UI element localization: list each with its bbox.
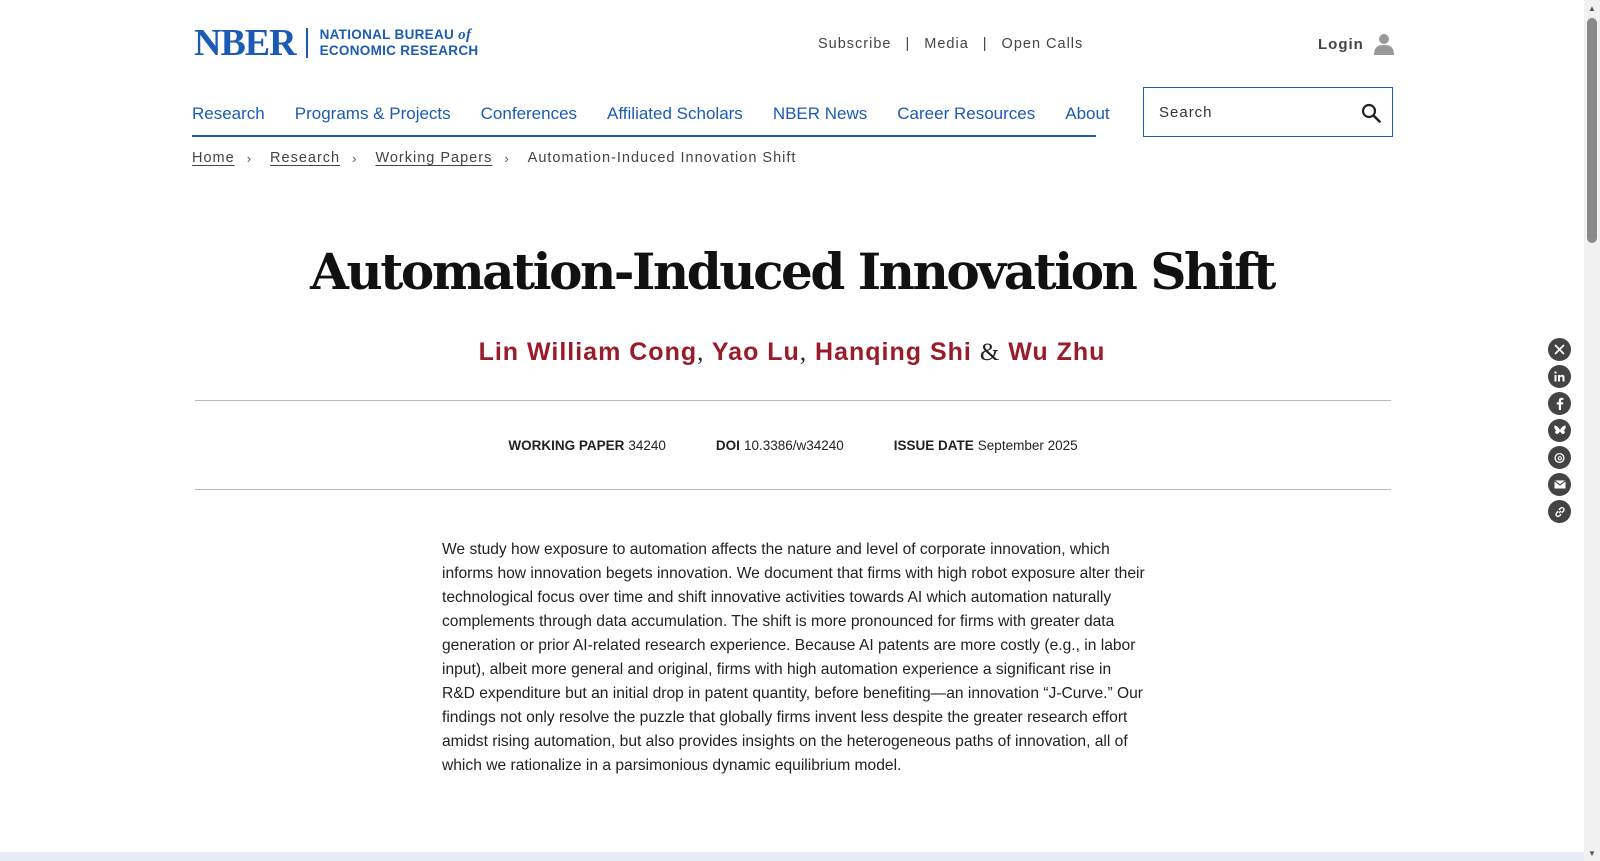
scroll-up-icon[interactable]: ▲	[1588, 3, 1596, 13]
footer-band	[0, 852, 1584, 861]
search-icon[interactable]	[1358, 100, 1384, 126]
social-share-rail	[1548, 338, 1571, 523]
nav-nber-news[interactable]: NBER News	[772, 104, 868, 123]
threads-icon[interactable]	[1548, 446, 1571, 469]
nav-about[interactable]: About	[1065, 104, 1110, 123]
issue-date-value: September 2025	[977, 437, 1078, 453]
breadcrumb-chevron-icon: ›	[504, 150, 510, 166]
logo-text	[320, 27, 479, 59]
scrollbar[interactable]	[1584, 0, 1600, 861]
login-label: Login	[1318, 35, 1364, 53]
scrollbar-thumb[interactable]	[1587, 18, 1597, 243]
doi-value: 10.3386/w34240	[743, 437, 844, 453]
link-icon[interactable]	[1548, 500, 1571, 523]
logo-mark: NBER	[194, 22, 296, 64]
author-link[interactable]: Wu Zhu	[1008, 338, 1106, 366]
author-separator: ,	[697, 339, 705, 366]
logo-of: of	[458, 27, 472, 43]
author-separator-and: &	[979, 339, 1001, 366]
nav-conferences[interactable]: Conferences	[480, 104, 578, 123]
nav-programs-projects[interactable]: Programs & Projects	[294, 104, 451, 123]
paper-meta	[195, 400, 1391, 490]
author-link[interactable]: Yao Lu	[711, 338, 800, 366]
x-icon[interactable]	[1548, 338, 1571, 361]
breadcrumb	[192, 150, 796, 166]
nav-career-resources[interactable]: Career Resources	[897, 104, 1036, 123]
working-paper-label: WORKING PAPER	[508, 437, 625, 453]
author-list	[0, 338, 1584, 367]
bluesky-icon[interactable]	[1548, 419, 1571, 442]
media-link[interactable]: Media	[924, 36, 969, 52]
working-paper-value: 34240	[628, 437, 666, 453]
email-icon[interactable]	[1548, 473, 1571, 496]
issue-date-label: ISSUE DATE	[893, 437, 974, 453]
doi-label: DOI	[715, 437, 740, 453]
utility-nav	[818, 36, 1083, 52]
logo-line1-text: NATIONAL BUREAU	[319, 27, 459, 42]
utility-separator: |	[982, 36, 988, 52]
breadcrumb-research[interactable]: Research	[270, 150, 341, 166]
nber-logo[interactable]	[194, 24, 478, 62]
breadcrumb-home[interactable]: Home	[192, 150, 235, 166]
user-icon	[1374, 33, 1394, 55]
search-box	[1143, 87, 1393, 137]
logo-divider	[306, 28, 308, 58]
logo-line1	[320, 27, 472, 42]
search-input[interactable]	[1144, 92, 1344, 132]
open-calls-link[interactable]: Open Calls	[1001, 36, 1084, 52]
login-button[interactable]	[1318, 33, 1394, 55]
nav-affiliated-scholars[interactable]: Affiliated Scholars	[607, 104, 743, 123]
main-nav	[192, 92, 1110, 137]
page-title: Automation-Induced Innovation Shift	[310, 242, 1274, 301]
linkedin-icon[interactable]	[1548, 365, 1571, 388]
logo-line2: ECONOMIC RESEARCH	[319, 43, 479, 58]
breadcrumb-working-papers[interactable]: Working Papers	[375, 150, 493, 166]
breadcrumb-chevron-icon: ›	[352, 150, 358, 166]
subscribe-link[interactable]: Subscribe	[818, 36, 892, 52]
utility-separator: |	[905, 36, 911, 52]
breadcrumb-current: Automation-Induced Innovation Shift	[527, 150, 797, 166]
author-link[interactable]: Lin William Cong	[478, 338, 698, 366]
working-paper-number	[508, 438, 666, 453]
doi	[716, 438, 844, 453]
author-separator: ,	[799, 339, 808, 366]
breadcrumb-chevron-icon: ›	[246, 150, 253, 166]
abstract: We study how exposure to automation affects the nature and level of corporate innovation, which informs how innovation begets innovation. We document that firms with high robot exposure alter their technological focus over time and shift innovative activities towards AI which automation naturally complements through data accumulation. The shift is more pronounced for firms with greater data generation or prior AI-related research experience. Because AI patents are more costly (e.g., in labor input), albeit more general and original, firms with high automation experience a significant rise in R&D expenditure but an initial drop in patent quantity, before benefiting—an innovation “J-Curve.” Our findings not only resolve the puzzle that globally firms invent less despite the greater research effort amidst rising automation, but also provides insights on the heterogeneous paths of innovation, all of which we rationalize in a parsimonious dynamic equilibrium model.	[442, 541, 1145, 774]
nav-research[interactable]: Research	[192, 104, 265, 123]
scroll-down-icon[interactable]: ▼	[1588, 848, 1596, 858]
issue-date	[894, 438, 1078, 453]
author-link[interactable]: Hanqing Shi	[815, 338, 972, 366]
facebook-icon[interactable]	[1548, 392, 1571, 415]
